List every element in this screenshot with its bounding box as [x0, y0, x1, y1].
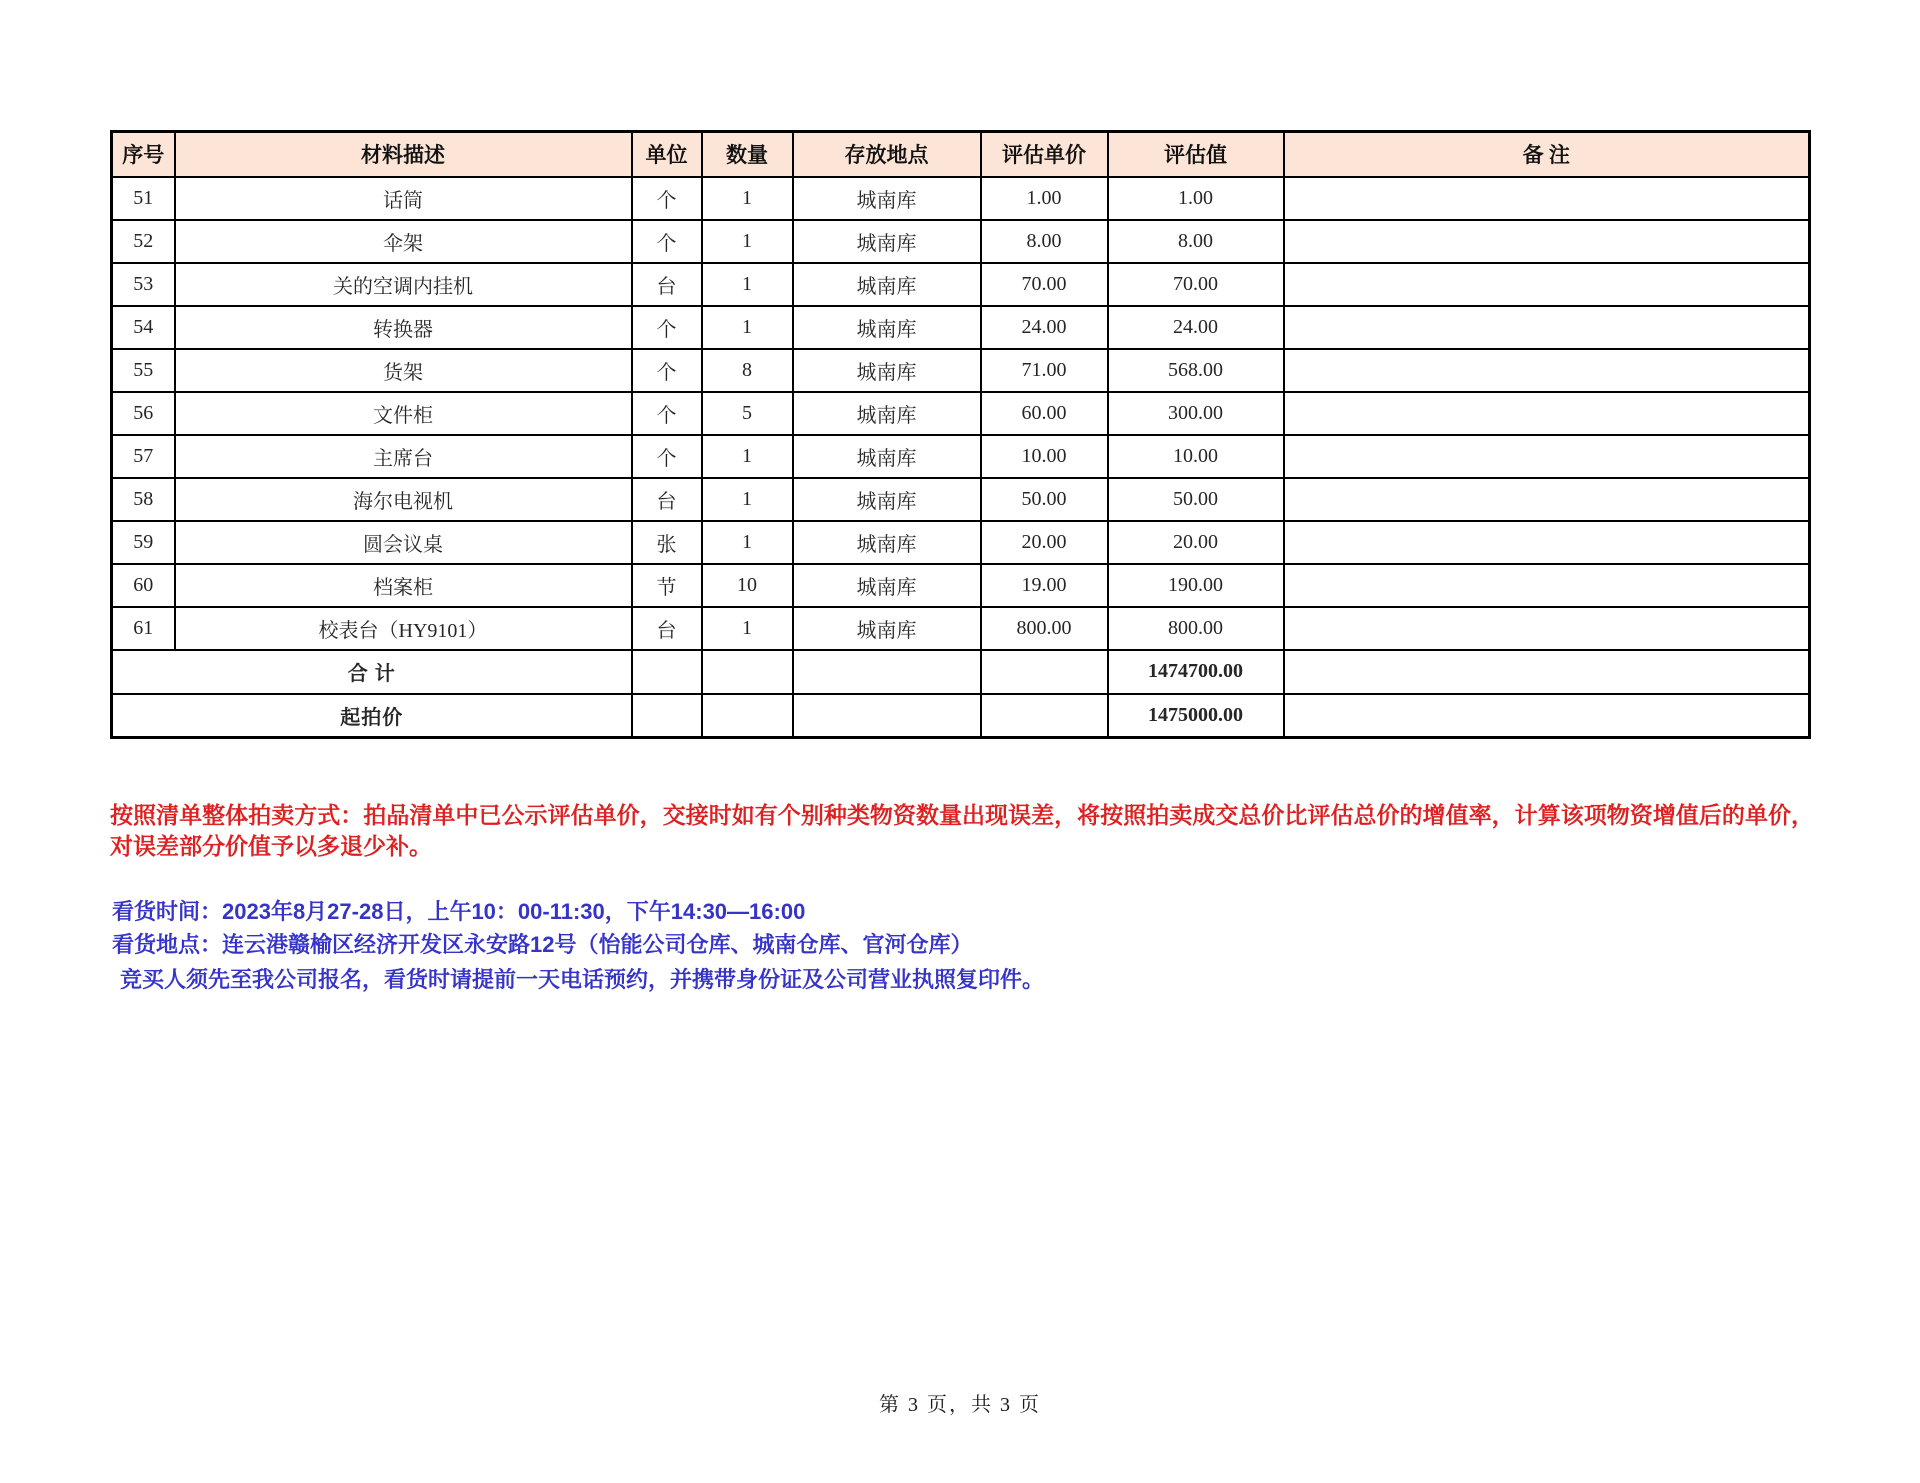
row-qty: 1 — [702, 220, 793, 263]
row-unit: 张 — [632, 521, 702, 564]
row-unit-price: 71.00 — [981, 349, 1108, 392]
empty-cell — [702, 650, 793, 694]
row-remark — [1284, 478, 1810, 521]
row-desc: 伞架 — [175, 220, 632, 263]
empty-cell — [1284, 650, 1810, 694]
table-row — [112, 220, 1810, 263]
row-location: 城南库 — [793, 564, 981, 607]
row-location: 城南库 — [793, 220, 981, 263]
row-desc: 主席台 — [175, 435, 632, 478]
row-unit-price: 20.00 — [981, 521, 1108, 564]
row-value: 1.00 — [1108, 177, 1284, 220]
row-unit: 个 — [632, 349, 702, 392]
row-unit: 个 — [632, 177, 702, 220]
row-unit-price: 70.00 — [981, 263, 1108, 306]
row-desc: 文件柜 — [175, 392, 632, 435]
row-value: 10.00 — [1108, 435, 1284, 478]
row-unit-price: 60.00 — [981, 392, 1108, 435]
empty-cell — [981, 694, 1108, 738]
header-desc: 材料描述 — [175, 132, 632, 177]
row-unit-price: 19.00 — [981, 564, 1108, 607]
row-remark — [1284, 349, 1810, 392]
row-value: 70.00 — [1108, 263, 1284, 306]
row-qty: 5 — [702, 392, 793, 435]
row-unit-price: 8.00 — [981, 220, 1108, 263]
table-header-row — [112, 132, 1810, 177]
table-row — [112, 349, 1810, 392]
header-unit: 单位 — [632, 132, 702, 177]
row-location: 城南库 — [793, 306, 981, 349]
header-remark: 备 注 — [1284, 132, 1810, 177]
row-location: 城南库 — [793, 177, 981, 220]
row-location: 城南库 — [793, 478, 981, 521]
row-remark — [1284, 564, 1810, 607]
row-qty: 1 — [702, 306, 793, 349]
row-unit: 个 — [632, 392, 702, 435]
row-qty: 1 — [702, 607, 793, 650]
row-desc: 档案柜 — [175, 564, 632, 607]
total-row — [112, 650, 1810, 694]
row-location: 城南库 — [793, 521, 981, 564]
row-desc: 校表台（HY9101） — [175, 607, 632, 650]
row-remark — [1284, 521, 1810, 564]
row-location: 城南库 — [793, 263, 981, 306]
start-price-row — [112, 694, 1810, 738]
row-unit-price: 50.00 — [981, 478, 1108, 521]
row-unit: 台 — [632, 607, 702, 650]
row-unit: 个 — [632, 435, 702, 478]
row-remark — [1284, 177, 1810, 220]
row-unit: 台 — [632, 478, 702, 521]
row-unit: 台 — [632, 263, 702, 306]
header-value: 评估值 — [1108, 132, 1284, 177]
row-remark — [1284, 220, 1810, 263]
total-value: 1474700.00 — [1108, 650, 1284, 694]
row-remark — [1284, 263, 1810, 306]
row-remark — [1284, 306, 1810, 349]
empty-cell — [793, 694, 981, 738]
row-unit-price: 1.00 — [981, 177, 1108, 220]
row-no: 53 — [112, 263, 175, 306]
row-qty: 1 — [702, 478, 793, 521]
row-value: 190.00 — [1108, 564, 1284, 607]
row-remark — [1284, 392, 1810, 435]
table-row — [112, 478, 1810, 521]
row-value: 800.00 — [1108, 607, 1284, 650]
row-no: 55 — [112, 349, 175, 392]
row-no: 60 — [112, 564, 175, 607]
row-unit: 个 — [632, 220, 702, 263]
row-remark — [1284, 435, 1810, 478]
table-row — [112, 306, 1810, 349]
view-time-note: 看货时间：2023年8月27-28日，上午10：00-11:30，下午14:30—16:00 — [112, 899, 806, 924]
row-unit-price: 24.00 — [981, 306, 1108, 349]
empty-cell — [793, 650, 981, 694]
start-price-value: 1475000.00 — [1108, 694, 1284, 738]
empty-cell — [1284, 694, 1810, 738]
row-qty: 1 — [702, 435, 793, 478]
row-no: 54 — [112, 306, 175, 349]
row-unit-price: 800.00 — [981, 607, 1108, 650]
table-row — [112, 263, 1810, 306]
table-row — [112, 177, 1810, 220]
row-location: 城南库 — [793, 349, 981, 392]
inventory-table — [110, 130, 1811, 739]
row-desc: 话筒 — [175, 177, 632, 220]
auction-terms-note: 按照清单整体拍卖方式：拍品清单中已公示评估单价，交接时如有个别种类物资数量出现误差，将按照拍卖成交总价比评估总价的增值率，计算该项物资增值后的单价，对误差部分价值予以多退少补。 — [110, 802, 1814, 859]
bidder-note: 竞买人须先至我公司报名，看货时请提前一天电话预约，并携带身份证及公司营业执照复印件。 — [120, 967, 1045, 992]
row-value: 300.00 — [1108, 392, 1284, 435]
view-location-note: 看货地点：连云港赣榆区经济开发区永安路12号（怡能公司仓库、城南仓库、官河仓库） — [112, 932, 973, 957]
row-no: 59 — [112, 521, 175, 564]
total-label: 合 计 — [112, 650, 632, 694]
row-qty: 8 — [702, 349, 793, 392]
empty-cell — [632, 650, 702, 694]
row-value: 50.00 — [1108, 478, 1284, 521]
table-row — [112, 521, 1810, 564]
header-location: 存放地点 — [793, 132, 981, 177]
row-no: 61 — [112, 607, 175, 650]
row-unit-price: 10.00 — [981, 435, 1108, 478]
row-qty: 1 — [702, 177, 793, 220]
row-location: 城南库 — [793, 392, 981, 435]
header-qty: 数量 — [702, 132, 793, 177]
row-value: 20.00 — [1108, 521, 1284, 564]
table-row — [112, 564, 1810, 607]
row-qty: 1 — [702, 521, 793, 564]
header-no: 序号 — [112, 132, 175, 177]
row-unit: 节 — [632, 564, 702, 607]
row-value: 568.00 — [1108, 349, 1284, 392]
row-location: 城南库 — [793, 607, 981, 650]
row-desc: 关的空调内挂机 — [175, 263, 632, 306]
row-desc: 转换器 — [175, 306, 632, 349]
empty-cell — [702, 694, 793, 738]
row-qty: 10 — [702, 564, 793, 607]
empty-cell — [981, 650, 1108, 694]
row-desc: 货架 — [175, 349, 632, 392]
header-unit-price: 评估单价 — [981, 132, 1108, 177]
row-desc: 海尔电视机 — [175, 478, 632, 521]
row-no: 52 — [112, 220, 175, 263]
row-desc: 圆会议桌 — [175, 521, 632, 564]
row-value: 8.00 — [1108, 220, 1284, 263]
table-row — [112, 435, 1810, 478]
table-row — [112, 607, 1810, 650]
start-price-label: 起拍价 — [112, 694, 632, 738]
empty-cell — [632, 694, 702, 738]
row-value: 24.00 — [1108, 306, 1284, 349]
row-no: 57 — [112, 435, 175, 478]
row-qty: 1 — [702, 263, 793, 306]
row-location: 城南库 — [793, 435, 981, 478]
row-no: 58 — [112, 478, 175, 521]
row-unit: 个 — [632, 306, 702, 349]
table-row — [112, 392, 1810, 435]
row-remark — [1284, 607, 1810, 650]
row-no: 56 — [112, 392, 175, 435]
page-footer: 第 3 页，共 3 页 — [879, 1394, 1041, 1416]
row-no: 51 — [112, 177, 175, 220]
